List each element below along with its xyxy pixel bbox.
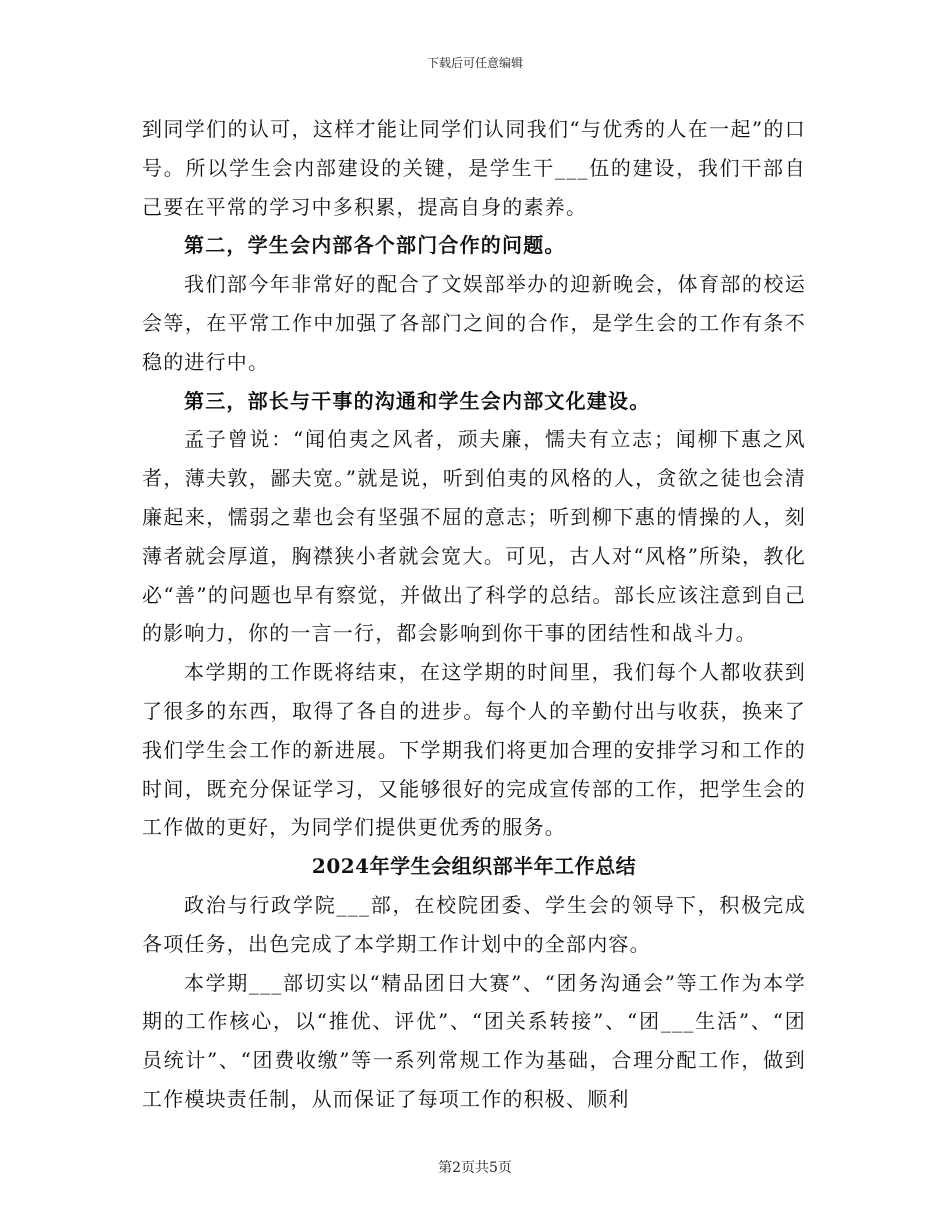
paragraph-cooperation: 我们部今年非常好的配合了文娱部举办的迎新晚会，体育部的校运会等，在平常工作中加强了各部门之间的合作，是学生会的工作有条不稳的进行中。 <box>142 272 806 374</box>
paragraph-department-intro: 政治与行政学院___部，在校院团委、学生会的领导下，积极完成各项任务，出色完成了本学期工作计划中的全部内容。 <box>142 892 806 956</box>
paragraph-continuation: 到同学们的认可，这样才能让同学们认同我们“与优秀的人在一起”的口号。所以学生会内部建设的关键，是学生干___伍的建设，我们干部自己要在平常的学习中多积累，提高自身的素养。 <box>142 117 806 219</box>
page-number: 第2页共5页 <box>438 1160 512 1176</box>
document-title: 2024年学生会组织部半年工作总结 <box>311 854 637 879</box>
paragraph-mencius-quote: 孟子曾说：“闻伯夷之风者，顽夫廉，懦夫有立志；闻柳下惠之风者，薄夫敦，鄙夫宽。”就是说，听到伯夷的风格的人，贪欲之徒也会清廉起来，懦弱之辈也会有坚强不屈的意志；听到柳下惠的情操的人，刻薄者就会厚道，胸襟狭小者就会宽大。可见，古人对“风格”所染，教化必“善”的问题也早有察觉，并做出了科学的总结。部长应该注意到自己的影响力，你的一言一行，都会影响到你干事的团结性和战斗力。 <box>142 427 806 646</box>
document-body <box>142 110 806 1119</box>
section-heading-3: 第三，部长与干事的沟通和学生会内部文化建设。 <box>184 388 651 413</box>
paragraph-semester-summary: 本学期的工作既将结束，在这学期的时间里，我们每个人都收获到了很多的东西，取得了各自的进步。每个人的辛勤付出与收获，换来了我们学生会工作的新进展。下学期我们将更加合理的安排学习和工作的时间，既充分保证学习，又能够很好的完成宣传部的工作，把学生会的工作做的更好，为同学们提供更优秀的服务。 <box>142 660 806 840</box>
page-header: 下载后可任意编辑 <box>426 56 523 70</box>
section-heading-2: 第二，学生会内部各个部门合作的问题。 <box>184 233 566 258</box>
paragraph-department-work: 本学期___部切实以“精品团日大赛”、“团务沟通会”等工作为本学期的工作核心，以“推优、评优”、“团关系转接”、“团___生活”、“团员统计”、“团费收缴”等一系列常规工作为基础，合理分配工作，做到工作模块责任制，从而保证了每项工作的积极、顺利 <box>142 970 806 1111</box>
